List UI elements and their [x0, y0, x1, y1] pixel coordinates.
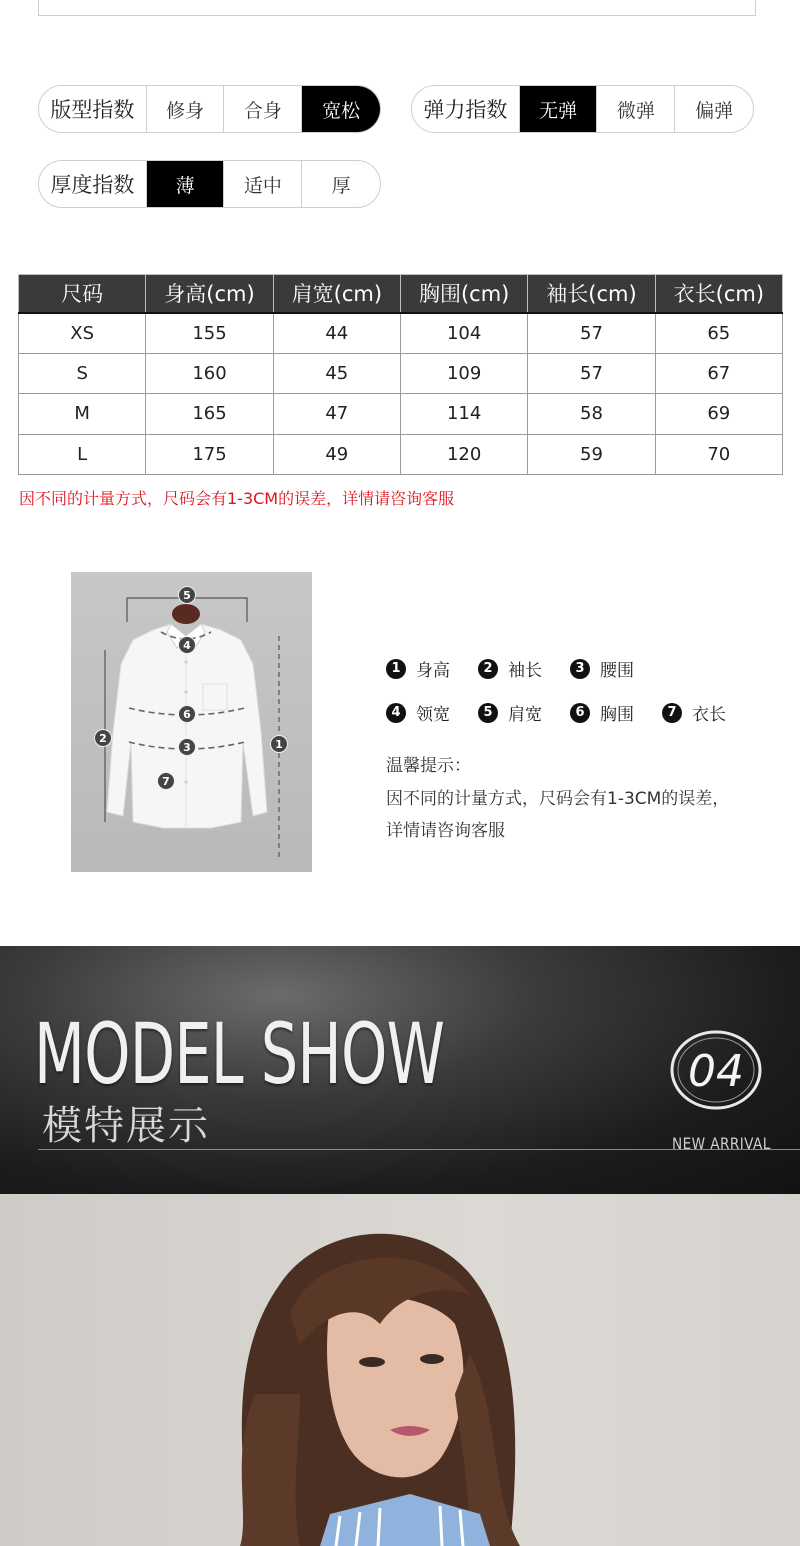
measurement-note: 因不同的计量方式，尺码会有1-3CM的误差，详情请咨询客服	[19, 489, 455, 508]
elasticity-index-selector	[411, 85, 754, 133]
shirt-measurement-diagram	[71, 572, 312, 872]
legend-item: 1 身高	[386, 656, 450, 681]
legend-item: 4 领宽	[386, 700, 450, 725]
table-cell: L	[19, 434, 146, 475]
banner-subtitle: 模特展示	[42, 1103, 210, 1149]
table-cell: 67	[655, 353, 782, 394]
header-length: 衣长(cm)	[655, 275, 782, 313]
tip-line-1: 因不同的计量方式，尺码会有1-3CM的误差，	[386, 789, 730, 809]
measurement-legend-row-2	[386, 700, 754, 725]
elasticity-index-label: 弹力指数	[412, 86, 520, 132]
table-cell: 104	[400, 313, 527, 354]
table-cell: 160	[146, 353, 273, 394]
table-row	[19, 353, 783, 394]
header-size: 尺码	[19, 275, 146, 313]
thickness-index-label: 厚度指数	[39, 161, 147, 207]
elasticity-option-slight[interactable]: 微弹	[597, 86, 675, 132]
mark-waist: 3	[178, 738, 196, 756]
fit-option-regular[interactable]: 合身	[224, 86, 302, 132]
banner-title: MODEL SHOW	[34, 1005, 445, 1103]
table-cell: 70	[655, 434, 782, 475]
table-cell: 165	[146, 394, 273, 435]
header-chest: 胸围(cm)	[400, 275, 527, 313]
size-table	[18, 274, 783, 475]
table-cell: XS	[19, 313, 146, 354]
table-row	[19, 394, 783, 435]
table-cell: 155	[146, 313, 273, 354]
table-row	[19, 434, 783, 475]
table-cell: 58	[528, 394, 655, 435]
legend-item: 3 腰围	[570, 656, 634, 681]
header-height: 身高(cm)	[146, 275, 273, 313]
elasticity-option-none[interactable]: 无弹	[520, 86, 598, 132]
legend-item: 7 衣长	[662, 700, 726, 725]
tip-line-2: 详情请咨询客服	[386, 821, 505, 841]
legend-item: 5 肩宽	[478, 700, 542, 725]
table-cell: S	[19, 353, 146, 394]
table-cell: 59	[528, 434, 655, 475]
model-portrait-image	[0, 1194, 800, 1546]
thickness-index-selector	[38, 160, 381, 208]
section-number-badge	[668, 1028, 764, 1112]
thickness-option-thin[interactable]: 薄	[147, 161, 225, 207]
mark-shoulder: 5	[178, 586, 196, 604]
tip-title: 温馨提示：	[386, 756, 471, 776]
fit-index-label: 版型指数	[39, 86, 147, 132]
measurement-legend-row-1	[386, 656, 662, 681]
table-cell: 44	[273, 313, 400, 354]
section-number: 04	[688, 1046, 744, 1097]
legend-item: 6 胸围	[570, 700, 634, 725]
thickness-option-thick[interactable]: 厚	[331, 174, 351, 197]
table-cell: 175	[146, 434, 273, 475]
table-cell: 109	[400, 353, 527, 394]
table-cell: 120	[400, 434, 527, 475]
header-sleeve: 袖长(cm)	[528, 275, 655, 313]
table-cell: 69	[655, 394, 782, 435]
previous-section-frame	[38, 0, 756, 16]
table-cell: 57	[528, 353, 655, 394]
mark-height: 1	[270, 735, 288, 753]
mark-sleeve: 2	[94, 729, 112, 747]
table-cell: 57	[528, 313, 655, 354]
table-cell: M	[19, 394, 146, 435]
mark-collar: 4	[178, 636, 196, 654]
table-row	[19, 313, 783, 354]
banner-tag: NEW ARRIVAL	[672, 1134, 771, 1153]
header-shoulder: 肩宽(cm)	[273, 275, 400, 313]
thickness-option-medium[interactable]: 适中	[224, 161, 302, 207]
shirt-illustration	[71, 572, 312, 872]
fit-option-loose[interactable]: 宽松	[302, 86, 380, 132]
table-cell: 114	[400, 394, 527, 435]
legend-item: 2 袖长	[478, 656, 542, 681]
table-cell: 65	[655, 313, 782, 354]
model-photo	[0, 1194, 800, 1546]
table-cell: 49	[273, 434, 400, 475]
mark-length: 7	[157, 772, 175, 790]
fit-index-selector	[38, 85, 381, 133]
table-cell: 45	[273, 353, 400, 394]
size-table-header	[19, 275, 783, 313]
table-cell: 47	[273, 394, 400, 435]
model-show-banner	[0, 946, 800, 1194]
elasticity-option-high[interactable]: 偏弹	[695, 99, 734, 122]
fit-option-slim[interactable]: 修身	[147, 86, 225, 132]
mark-chest: 6	[178, 705, 196, 723]
